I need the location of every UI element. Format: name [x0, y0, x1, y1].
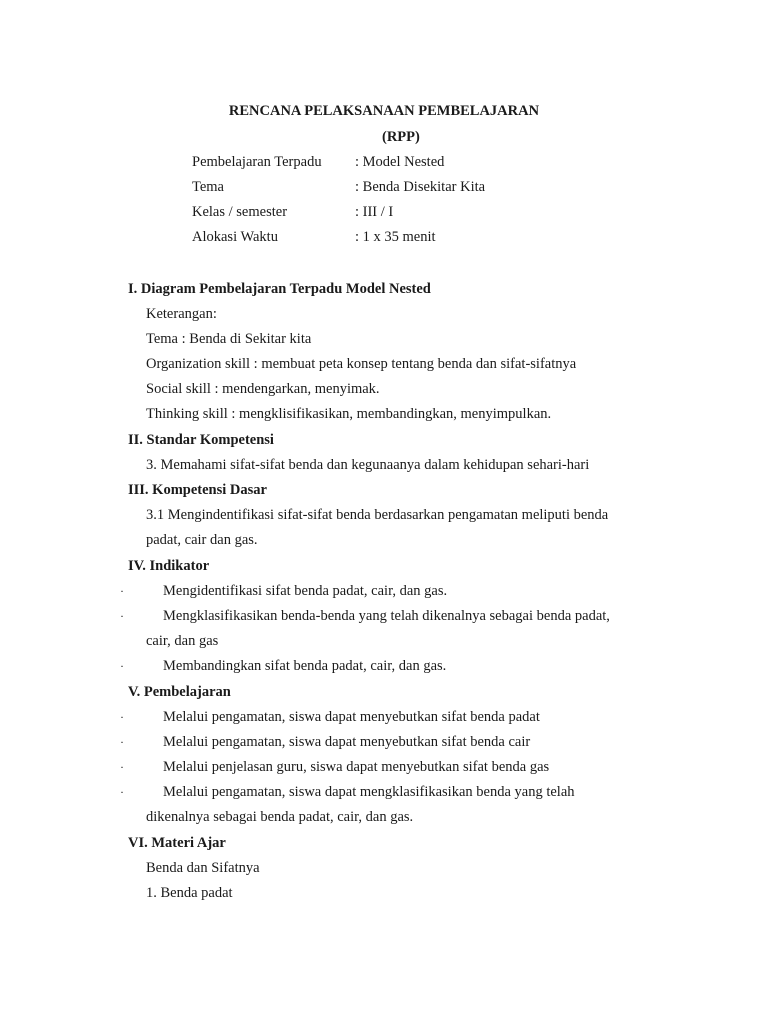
identity-label-theme: Tema	[192, 179, 224, 195]
section-text: Organization skill : membuat peta konsep tentang benda dan sifat-sifatnya	[146, 356, 577, 372]
section-text: 1. Benda padat	[146, 885, 233, 901]
bullet-mark: ·	[120, 609, 124, 623]
list-item: Membandingkan sifat benda padat, cair, dan gas.	[163, 658, 447, 674]
section-text: Thinking skill : mengklisifikasikan, membandingkan, menyimpulkan.	[146, 406, 552, 422]
bullet-mark: ·	[120, 659, 124, 673]
bullet-mark: ·	[120, 735, 124, 749]
section-text: Keterangan:	[146, 306, 217, 322]
list-item-continuation: dikenalnya sebagai benda padat, cair, dan gas.	[146, 809, 414, 825]
section-text: Tema : Benda di Sekitar kita	[146, 331, 312, 347]
section-heading-learning: V. Pembelajaran	[128, 684, 231, 700]
identity-value-time: : 1 x 35 menit	[355, 229, 436, 245]
section-text: 3. Memahami sifat-sifat benda dan kegunaanya dalam kehidupan sehari-hari	[146, 457, 590, 473]
section-heading-materials: VI. Materi Ajar	[128, 835, 226, 851]
list-item: Mengidentifikasi sifat benda padat, cair, dan gas.	[163, 583, 448, 599]
list-item-continuation: cair, dan gas	[146, 633, 219, 649]
section-heading-indicator: IV. Indikator	[128, 558, 210, 574]
section-heading-competency-standard: II. Standar Kompetensi	[128, 432, 274, 448]
identity-label-class: Kelas / semester	[192, 204, 288, 220]
section-text: Benda dan Sifatnya	[146, 860, 260, 876]
document-title: RENCANA PELAKSANAAN PEMBELAJARAN	[228, 103, 540, 119]
identity-label-time: Alokasi Waktu	[192, 229, 278, 245]
identity-value-theme: : Benda Disekitar Kita	[355, 179, 486, 195]
list-item: Melalui penjelasan guru, siswa dapat menyebutkan sifat benda gas	[163, 759, 550, 775]
list-item: Melalui pengamatan, siswa dapat menyebutkan sifat benda cair	[163, 734, 531, 750]
section-text: 3.1 Mengindentifikasi sifat-sifat benda berdasarkan pengamatan meliputi benda	[146, 507, 609, 523]
section-heading-basic-competency: III. Kompetensi Dasar	[128, 482, 267, 498]
identity-value-learning: : Model Nested	[355, 154, 445, 170]
list-item: Melalui pengamatan, siswa dapat menyebutkan sifat benda padat	[163, 709, 540, 725]
list-item: Melalui pengamatan, siswa dapat mengklasifikasikan benda yang telah	[163, 784, 575, 800]
document-subtitle: (RPP)	[382, 129, 420, 145]
identity-label-learning: Pembelajaran Terpadu	[192, 154, 322, 170]
identity-value-class: : III / I	[355, 204, 394, 220]
bullet-mark: ·	[120, 760, 124, 774]
section-heading-diagram: I. Diagram Pembelajaran Terpadu Model Nested	[128, 281, 431, 297]
section-text: Social skill : mendengarkan, menyimak.	[146, 381, 380, 397]
list-item: Mengklasifikasikan benda-benda yang telah dikenalnya sebagai benda padat,	[163, 608, 610, 624]
bullet-mark: ·	[120, 584, 124, 598]
bullet-mark: ·	[120, 785, 124, 799]
bullet-mark: ·	[120, 710, 124, 724]
section-text: padat, cair dan gas.	[146, 532, 258, 548]
